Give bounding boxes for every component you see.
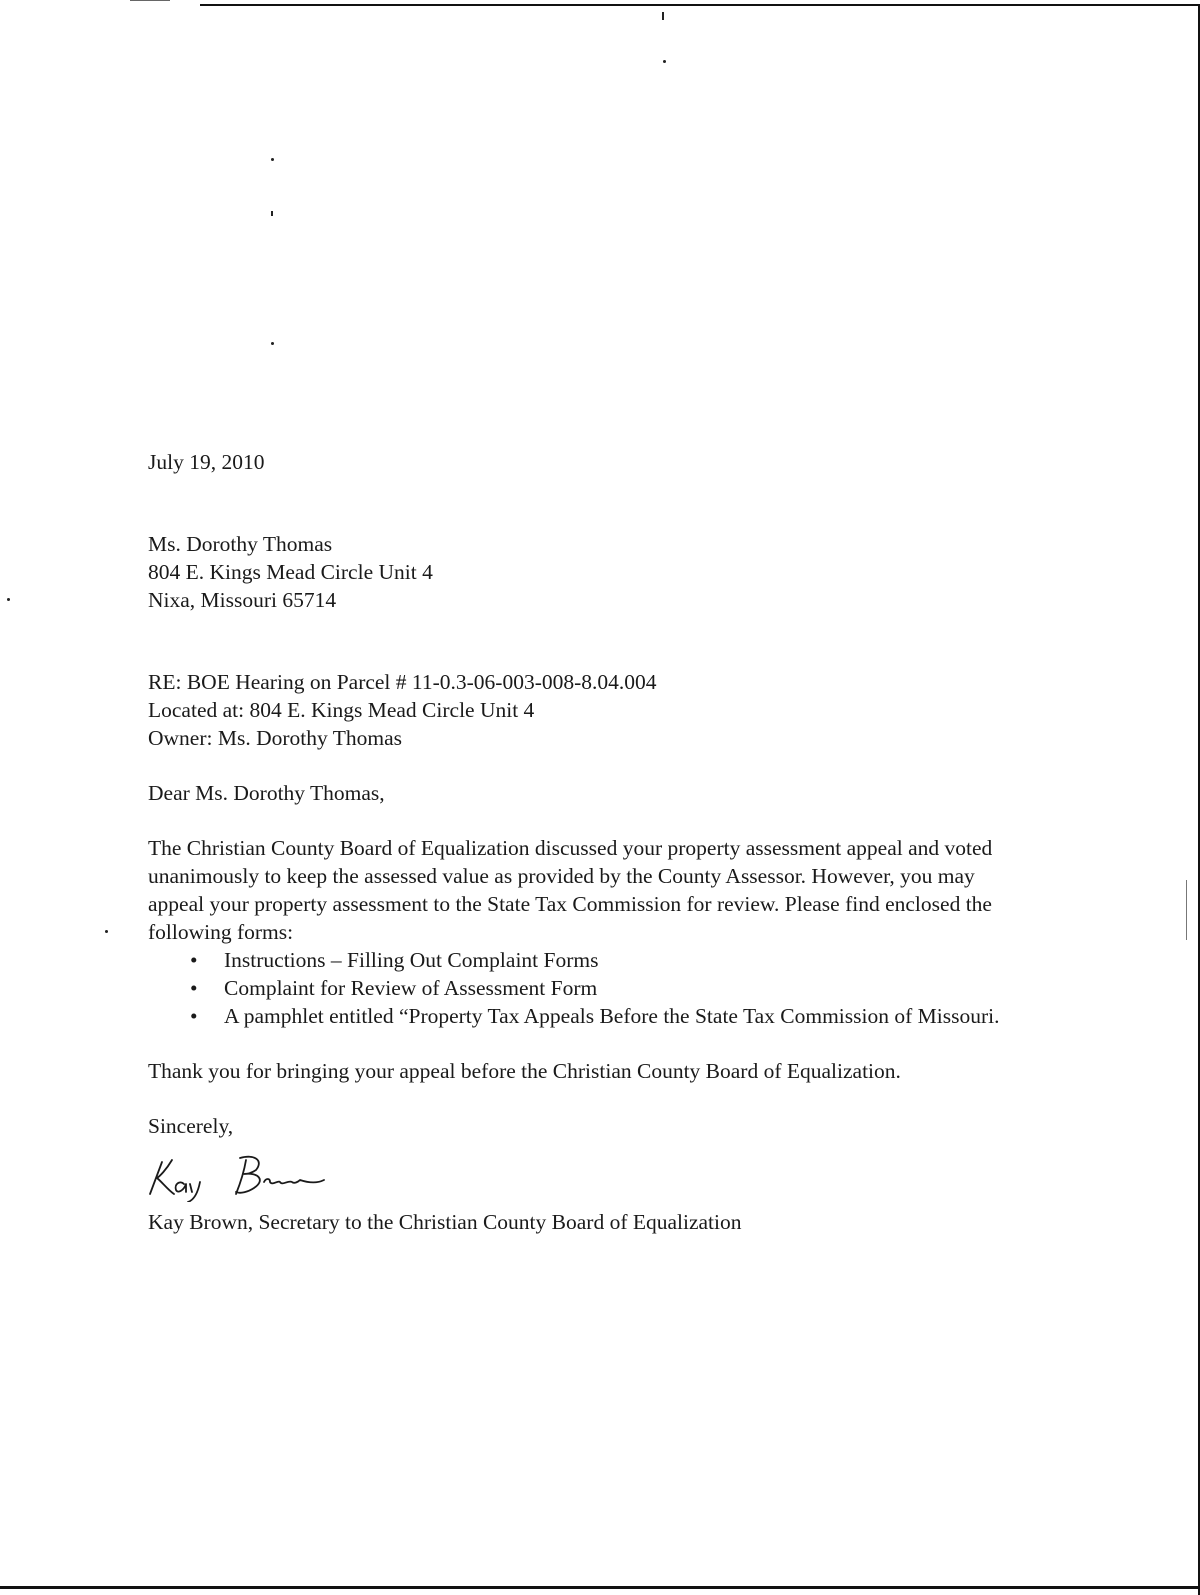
handwritten-signature bbox=[148, 1150, 338, 1202]
letter-date: July 19, 2010 bbox=[148, 450, 265, 474]
scan-bottom-border bbox=[0, 1586, 1200, 1589]
enclosure-text: Instructions – Filling Out Complaint Forms bbox=[224, 948, 599, 972]
recipient-street: 804 E. Kings Mead Circle Unit 4 bbox=[148, 560, 433, 584]
signer-line: Kay Brown, Secretary to the Christian County Board of Equalization bbox=[148, 1210, 742, 1234]
enclosure-list bbox=[148, 946, 1048, 1030]
scan-speck bbox=[7, 598, 10, 601]
list-item bbox=[148, 1002, 1004, 1030]
reference-block bbox=[148, 668, 1048, 752]
recipient-name: Ms. Dorothy Thomas bbox=[148, 532, 333, 556]
closing: Sincerely, bbox=[148, 1114, 234, 1138]
salutation: Dear Ms. Dorothy Thomas, bbox=[148, 781, 385, 805]
bullet-icon: • bbox=[190, 1004, 198, 1028]
letter bbox=[148, 448, 1048, 1236]
re-location: Located at: 804 E. Kings Mead Circle Unit 4 bbox=[148, 698, 535, 722]
scan-speck bbox=[271, 342, 274, 345]
scan-speck bbox=[662, 12, 664, 20]
scan-top-border bbox=[200, 4, 1200, 6]
enclosure-text: A pamphlet entitled “Property Tax Appeals Before the State Tax Commission of Missouri. bbox=[224, 1004, 1000, 1028]
bullet-icon: • bbox=[190, 976, 198, 1000]
list-item bbox=[148, 946, 1004, 974]
scan-speck bbox=[271, 211, 273, 216]
enclosure-text: Complaint for Review of Assessment Form bbox=[224, 976, 598, 1000]
list-item bbox=[148, 974, 1004, 1002]
scan-edge-mark bbox=[130, 0, 170, 1]
scan-speck bbox=[105, 930, 108, 933]
scan-speck bbox=[663, 60, 666, 63]
scan-speck bbox=[271, 158, 274, 161]
re-owner: Owner: Ms. Dorothy Thomas bbox=[148, 726, 403, 750]
body-paragraph: The Christian County Board of Equalization discussed your property assessment appeal and voted unanimously to keep the assessed value as provided by the County Assessor. However, you may appeal your property assessment to the State Tax Commission for review. Please find enclosed the following forms: bbox=[148, 836, 993, 944]
re-subject: RE: BOE Hearing on Parcel # 11-0.3-06-003-008-8.04.004 bbox=[148, 670, 657, 694]
recipient-address bbox=[148, 530, 1048, 614]
bullet-icon: • bbox=[190, 948, 198, 972]
scan-speck bbox=[1186, 880, 1187, 940]
recipient-city: Nixa, Missouri 65714 bbox=[148, 588, 337, 612]
thanks-paragraph: Thank you for bringing your appeal before the Christian County Board of Equalization. bbox=[148, 1059, 901, 1083]
